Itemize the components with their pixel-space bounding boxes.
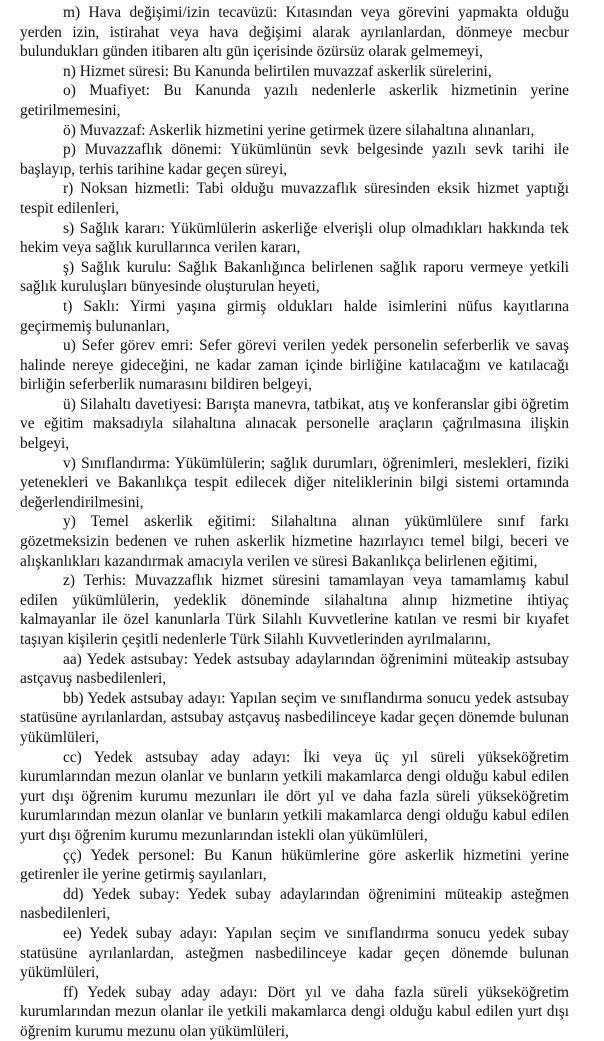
item-label: ü) bbox=[63, 395, 76, 413]
item-label: u) bbox=[63, 337, 76, 355]
item-text: Hava değişimi/izin tecavüzü: Kıtasından veya görevini yapmakta olduğu yerden izin, istirahat veya hava değişimi alarak ayrılanlardan, dönmeye mecbur bulundukları günden itibaren altı gün içerisinde özürsüz olarak gelmemeyi, bbox=[20, 4, 569, 61]
item-label: r) bbox=[63, 180, 74, 198]
item-label: aa) bbox=[63, 650, 82, 668]
item-label: ee) bbox=[63, 924, 82, 942]
definition-s-cedilla bbox=[20, 258, 569, 297]
definition-s bbox=[20, 219, 569, 258]
item-text: Muvazzaf: Askerlik hizmetini yerine getirmek üzere silahaltına alınanları, bbox=[79, 121, 535, 139]
definition-r bbox=[20, 179, 569, 218]
definition-aa bbox=[20, 650, 569, 689]
item-label: s) bbox=[63, 219, 75, 237]
item-text: Silahaltı davetiyesi: Barışta manevra, tatbikat, atış ve konferanslar gibi öğretim ve eğitim maksadıyla silahaltına alınacak personelle araçların çağrılmasına ilişkin belgeyi, bbox=[20, 395, 569, 453]
item-text: Sınıflandırma: Yükümlülerin; sağlık durumları, öğrenimleri, meslekleri, fiziki yetenekleri ve Bakanlıkça tespit edilecek diğer niteliklerinin bilgi sistemi ortamında değerlendirilmesini, bbox=[20, 454, 569, 511]
item-text: Yedek astsubay adayı: Yapılan seçim ve sınıflandırma sonucu yedek astsubay statüsüne ayrılanlardan, astsubay astçavuş nasbedilinceye kadar geçen dönemde bulunan yükümlüleri, bbox=[20, 689, 570, 746]
item-label: çç) bbox=[63, 846, 82, 864]
item-text: Sefer görev emri: Sefer görevi verilen yedek personelin seferberlik ve savaş halinde nereye gideceğini, ne kadar zaman içinde birliğine katılacağını ve katılacağı birliğin seferberlik numarasını bildiren belgeyi, bbox=[20, 337, 570, 394]
item-text: Saklı: Yirmi yaşına girmiş oldukları halde isimlerini nüfus kayıtlarına geçirmemiş bulunanları, bbox=[20, 297, 569, 335]
item-label: n) bbox=[63, 62, 76, 80]
definition-bb bbox=[20, 689, 569, 748]
definition-t bbox=[20, 297, 569, 336]
item-text: Yedek subay: Yedek subay adaylarından öğrenimini müteakip asteğmen nasbedilenleri, bbox=[20, 885, 569, 923]
item-text: Terhis: Muvazzaflık hizmet süresini tamamlayan veya tamamlamış kabul edilen yükümlülerin, yedeklik döneminde silahaltına alınıp hizmetine ihtiyaç kalmayanlar ile özel kanunlarla Türk Silahlı Kuvvetlerine katılan ve resmi bir kıyafet taşıyan kişilerin çeşitli nedenlerle Türk Silahlı Kuvvetlerinden ayrılmalarını, bbox=[20, 572, 569, 648]
item-label: ff) bbox=[63, 983, 79, 1001]
definition-p bbox=[20, 140, 569, 179]
document-page bbox=[20, 3, 569, 1041]
item-label: ö) bbox=[63, 121, 76, 139]
item-label: dd) bbox=[63, 885, 84, 903]
item-text: Noksan hizmetli: Tabi olduğu muvazzaflık süresinden eksik hizmet yaptığı tespit edilenleri, bbox=[20, 180, 569, 217]
definition-dd bbox=[20, 885, 569, 924]
definition-cc bbox=[20, 748, 569, 846]
item-text: Sağlık kararı: Yükümlülerin askerliğe elverişli olup olmadıkları hakkında tek hekim veya sağlık kurullarınca verilen kararı, bbox=[20, 219, 569, 257]
definition-z bbox=[20, 571, 569, 649]
item-text: Yedek subay aday adayı: Dört yıl ve daha fazla süreli yükseköğretim kurumlarından mezun olanlar ile yetkili makamlarca dengi olduğu kabul edilen yurt dışı öğrenim kurumu mezunu olan yükümlüleri, bbox=[20, 983, 570, 1040]
item-text: Yedek astsubay: Yedek astsubay adaylarından öğrenimini müteakip astsubay astçavuş nasbedilenleri, bbox=[20, 650, 570, 688]
item-label: ş) bbox=[63, 258, 75, 276]
definition-y bbox=[20, 512, 569, 571]
item-label: m) bbox=[63, 4, 81, 21]
definition-ff bbox=[20, 983, 569, 1041]
definition-ee bbox=[20, 924, 569, 983]
definition-m bbox=[20, 3, 569, 62]
item-text: Yedek personel: Bu Kanun hükümlerine göre askerlik hizmetini yerine getirenler ile yerine getirmiş sayılanları, bbox=[20, 846, 569, 884]
item-label: bb) bbox=[63, 689, 84, 707]
definition-o-umlaut bbox=[20, 121, 569, 141]
item-text: Muvazzaflık dönemi: Yükümlünün sevk belgesinde yazılı sevk tarihi ile başlayıp, terhis tarihine kadar geçen süreyi, bbox=[20, 141, 569, 178]
item-label: z) bbox=[63, 572, 75, 590]
definition-cc-cedilla bbox=[20, 846, 569, 885]
definition-u bbox=[20, 336, 569, 395]
item-label: y) bbox=[63, 513, 76, 531]
item-label: o) bbox=[63, 82, 76, 100]
item-text: Sağlık kurulu: Sağlık Bakanlığınca belirlenen sağlık raporu vermeye yetkili sağlık kuruluşları bünyesinde oluşturulan heyeti, bbox=[20, 258, 570, 296]
item-label: t) bbox=[63, 297, 73, 315]
item-text: Muafiyet: Bu Kanunda yazılı nedenlerle askerlik hizmetinin yerine getirilmemesini, bbox=[20, 82, 569, 119]
item-text: Yedek astsubay aday adayı: İki veya üç yıl süreli yükseköğretim kurumlarından mezun olanlar ve bunların yetkili makamlarca dengi olduğu kabul edilen yurt dışı öğrenim kurumu mezunları ile dört yıl ve daha fazla süreli yükseköğretim kurumlarından mezun olanlar ve bunların yetkili makamlarca dengi olduğu kabul edilen yurt dışı öğrenim kurumu mezunlarından istekli olan yükümlüleri, bbox=[20, 748, 569, 844]
item-text: Temel askerlik eğitimi: Silahaltına alınan yükümlülere sınıf farkı gözetmeksizin bedenen ve ruhen askerlik hizmetine hazırlayıcı temel bilgi, beceri ve alışkanlıkları kazandırmak amacıyla verilen ve süresi Bakanlıkça belirlenen eğitimi, bbox=[20, 513, 569, 570]
item-label: v) bbox=[63, 454, 76, 472]
definition-n bbox=[20, 62, 569, 82]
definition-u-umlaut bbox=[20, 395, 569, 454]
item-label: cc) bbox=[63, 748, 82, 766]
definition-o bbox=[20, 81, 569, 120]
definition-v bbox=[20, 454, 569, 513]
item-text: Hizmet süresi: Bu Kanunda belirtilen muvazzaf askerlik sürelerini, bbox=[79, 62, 492, 80]
item-label: p) bbox=[63, 141, 76, 159]
item-text: Yedek subay adayı: Yapılan seçim ve sınıflandırma sonucu yedek subay statüsüne ayrılanlardan, asteğmen nasbedilinceye kadar geçen dönemde bulunan yükümlüleri, bbox=[20, 924, 570, 982]
